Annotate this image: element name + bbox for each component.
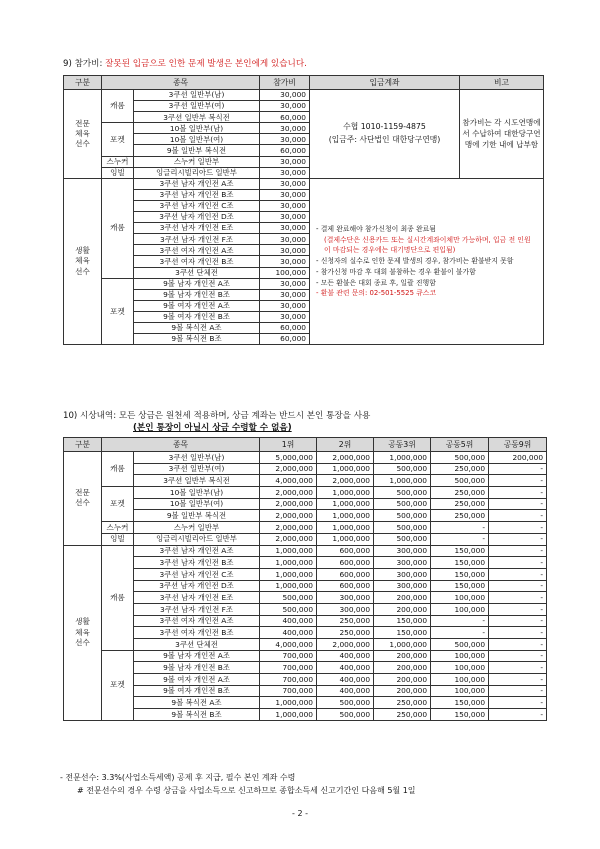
prize-amount-p5: 500,000 (431, 639, 489, 651)
fee-event: 3쿠션 단체전 (134, 267, 260, 278)
prize-amount-p1: 1,000,000 (260, 568, 317, 580)
fee-amount: 30,000 (260, 101, 310, 112)
prize-amount-p2: 600,000 (317, 580, 374, 592)
fee-remark: 참가비는 각 시도연맹에서 수납하여 대한당구연맹에 기한 내에 납부함 (460, 90, 544, 179)
prize-pro-sub-english: 잉빌 (102, 533, 134, 545)
prize-amount-p3: 200,000 (374, 650, 431, 662)
fee-header-fee: 참가비 (260, 76, 310, 90)
fee-amount: 60,000 (260, 322, 310, 333)
prize-amount-p5: 100,000 (431, 662, 489, 674)
prize-amount-p1: 400,000 (260, 627, 317, 639)
prize-amount-p9: 200,000 (489, 452, 547, 464)
prize-amount-p3: 250,000 (374, 709, 431, 721)
prize-table (63, 437, 547, 721)
fee-event: 10볼 일반부(남) (134, 123, 260, 134)
prize-amount-p1: 2,000,000 (260, 487, 317, 499)
prize-amount-p5: 150,000 (431, 580, 489, 592)
prize-event: 3쿠션 여자 개인전 A조 (134, 615, 260, 627)
prize-amount-p1: 2,000,000 (260, 498, 317, 510)
prize-amount-p2: 400,000 (317, 650, 374, 662)
bank-account-number: 수협 1010-1159-4875 (343, 122, 426, 132)
section-9-warning: 잘못된 입금으로 인한 문제 발생은 본인에게 있습니다. (105, 59, 307, 69)
prize-header-1st: 1위 (260, 438, 317, 452)
table-row (64, 615, 547, 627)
prize-event: 3쿠션 남자 개인전 C조 (134, 568, 260, 580)
prize-amount-p2: 600,000 (317, 568, 374, 580)
prize-amount-p1: 2,000,000 (260, 533, 317, 545)
prize-amount-p3: 200,000 (374, 662, 431, 674)
prize-amount-p3: 200,000 (374, 674, 431, 686)
table-row (64, 557, 547, 569)
bank-account-holder: (입금주: 사단법인 대한당구연맹) (328, 134, 441, 144)
prize-amount-p1: 2,000,000 (260, 522, 317, 534)
prize-amount-p2: 400,000 (317, 674, 374, 686)
prize-life-group: 생활 체육 선수 (64, 545, 102, 720)
prize-amount-p3: 500,000 (374, 510, 431, 522)
prize-header-event: 종목 (102, 438, 260, 452)
fee-event: 3쿠션 여자 개인전 B조 (134, 256, 260, 267)
fee-amount: 30,000 (260, 245, 310, 256)
fee-table-header (64, 76, 544, 90)
fee-event: 10볼 일반부(여) (134, 134, 260, 145)
prize-amount-p5: - (431, 522, 489, 534)
prize-amount-p5: 500,000 (431, 452, 489, 464)
prize-amount-p2: 1,000,000 (317, 510, 374, 522)
fee-amount: 30,000 (260, 156, 310, 167)
prize-amount-p2: 300,000 (317, 603, 374, 615)
fee-pro-sub-carom: 캐롬 (102, 90, 134, 123)
prize-amount-p2: 250,000 (317, 627, 374, 639)
table-row (64, 603, 547, 615)
prize-amount-p3: 300,000 (374, 545, 431, 557)
prize-amount-p3: 500,000 (374, 463, 431, 475)
prize-amount-p5: 150,000 (431, 568, 489, 580)
refund-note-5: - 모든 환불은 대회 종료 후, 일괄 진행함 (316, 278, 436, 287)
prize-amount-p5: - (431, 627, 489, 639)
prize-amount-p9: - (489, 650, 547, 662)
table-row (64, 674, 547, 686)
prize-amount-p1: 400,000 (260, 615, 317, 627)
prize-amount-p2: 300,000 (317, 592, 374, 604)
prize-event: 9볼 여자 개인전 A조 (134, 674, 260, 686)
prize-amount-p2: 2,000,000 (317, 452, 374, 464)
table-row (64, 475, 547, 487)
refund-note-4: - 참가신청 마감 후 대회 불참하는 경우 환불이 불가함 (316, 267, 476, 276)
prize-amount-p2: 1,000,000 (317, 498, 374, 510)
prize-amount-p5: 100,000 (431, 603, 489, 615)
prize-event: 3쿠션 여자 개인전 B조 (134, 627, 260, 639)
prize-amount-p1: 4,000,000 (260, 475, 317, 487)
prize-amount-p9: - (489, 557, 547, 569)
prize-amount-p1: 700,000 (260, 685, 317, 697)
prize-amount-p5: 150,000 (431, 545, 489, 557)
fee-header-account: 입금계좌 (310, 76, 460, 90)
prize-amount-p2: 500,000 (317, 709, 374, 721)
prize-amount-p2: 600,000 (317, 557, 374, 569)
tax-footnote: - 전문선수: 3.3%(사업소득세액) 공제 후 지급, 필수 본인 계좌 수령 (60, 773, 296, 782)
refund-note-2: (결제수단은 신용카드 또는 실시간계좌이체만 가능하며, 입금 전 인원이 마감되는 경우에는 대기명단으로 편입됨) (324, 235, 531, 255)
prize-amount-p9: - (489, 592, 547, 604)
fee-header-event: 종목 (102, 76, 260, 90)
section-10-warning: (본인 통장이 아닐시 상금 수령할 수 없음) (133, 423, 292, 433)
fee-amount: 30,000 (260, 90, 310, 101)
table-row (64, 463, 547, 475)
prize-amount-p2: 400,000 (317, 685, 374, 697)
prize-amount-p1: 500,000 (260, 603, 317, 615)
fee-event: 3쿠션 남자 개인전 A조 (134, 178, 260, 189)
prize-amount-p3: 150,000 (374, 615, 431, 627)
prize-amount-p9: - (489, 603, 547, 615)
prize-amount-p5: 150,000 (431, 697, 489, 709)
refund-notes (310, 178, 544, 344)
fee-event: 3쿠션 남자 개인전 E조 (134, 223, 260, 234)
fee-amount: 60,000 (260, 334, 310, 345)
prize-amount-p3: 500,000 (374, 498, 431, 510)
prize-amount-p1: 5,000,000 (260, 452, 317, 464)
prize-pro-sub-carom: 캐롬 (102, 452, 134, 487)
prize-amount-p2: 500,000 (317, 697, 374, 709)
prize-amount-p9: - (489, 545, 547, 557)
prize-event: 3쿠션 일반부(남) (134, 452, 260, 464)
fee-pro-sub-english: 잉빌 (102, 167, 134, 178)
fee-pro-sub-snooker: 스누커 (102, 156, 134, 167)
prize-amount-p1: 1,000,000 (260, 557, 317, 569)
prize-event: 3쿠션 남자 개인전 D조 (134, 580, 260, 592)
table-row (64, 533, 547, 545)
prize-amount-p9: - (489, 475, 547, 487)
table-row (64, 639, 547, 651)
prize-event: 3쿠션 남자 개인전 F조 (134, 603, 260, 615)
fee-account-cell (310, 90, 460, 179)
prize-amount-p1: 1,000,000 (260, 545, 317, 557)
prize-amount-p9: - (489, 709, 547, 721)
prize-event: 3쿠션 일반부 복식전 (134, 475, 260, 487)
prize-event: 3쿠션 일반부(여) (134, 463, 260, 475)
prize-amount-p5: - (431, 615, 489, 627)
prize-amount-p2: 1,000,000 (317, 487, 374, 499)
fee-amount: 100,000 (260, 267, 310, 278)
refund-note-1: - 결제 완료해야 참가신청이 최종 완료됨 (316, 224, 436, 233)
prize-header-5th: 공동5위 (431, 438, 489, 452)
fee-event: 3쿠션 남자 개인전 C조 (134, 200, 260, 211)
fee-amount: 30,000 (260, 223, 310, 234)
prize-amount-p5: 100,000 (431, 592, 489, 604)
prize-event: 3쿠션 단체전 (134, 639, 260, 651)
fee-event: 9볼 복식전 B조 (134, 334, 260, 345)
prize-amount-p2: 2,000,000 (317, 475, 374, 487)
fee-event: 잉글리시빌리아드 일반부 (134, 167, 260, 178)
prize-amount-p1: 700,000 (260, 662, 317, 674)
fee-amount: 30,000 (260, 134, 310, 145)
fee-amount: 30,000 (260, 278, 310, 289)
fee-event: 9볼 여자 개인전 B조 (134, 311, 260, 322)
prize-event: 잉글리시빌리아드 일반부 (134, 533, 260, 545)
prize-header-3rd: 공동3위 (374, 438, 431, 452)
table-row (64, 627, 547, 639)
fee-header-remark: 비고 (460, 76, 544, 90)
prize-amount-p9: - (489, 580, 547, 592)
prize-event: 9볼 복식전 A조 (134, 697, 260, 709)
prize-header-div: 구분 (64, 438, 102, 452)
prize-amount-p2: 600,000 (317, 545, 374, 557)
section-9-heading (63, 57, 307, 69)
table-row (64, 498, 547, 510)
fee-event: 3쿠션 남자 개인전 B조 (134, 189, 260, 200)
prize-amount-p3: 1,000,000 (374, 452, 431, 464)
table-row (64, 580, 547, 592)
section-9-label: 참가비: (74, 59, 103, 69)
fee-amount: 60,000 (260, 145, 310, 156)
table-row (64, 487, 547, 499)
prize-amount-p9: - (489, 487, 547, 499)
prize-amount-p5: 100,000 (431, 650, 489, 662)
prize-amount-p9: - (489, 697, 547, 709)
fee-event: 스누커 일반부 (134, 156, 260, 167)
prize-amount-p3: 300,000 (374, 557, 431, 569)
fee-life-sub-pocket: 포켓 (102, 278, 134, 345)
fee-amount: 30,000 (260, 167, 310, 178)
table-row (64, 522, 547, 534)
prize-amount-p9: - (489, 533, 547, 545)
prize-event: 10볼 일반부(남) (134, 487, 260, 499)
prize-amount-p3: 300,000 (374, 580, 431, 592)
prize-amount-p2: 250,000 (317, 615, 374, 627)
fee-event: 3쿠션 일반부 복식전 (134, 112, 260, 123)
income-footnote: # 전문선수의 경우 수령 상금을 사업소득으로 신고하므로 종합소득세 신고기간인 다음해 5월 1일 (77, 786, 416, 795)
prize-amount-p5: 150,000 (431, 557, 489, 569)
prize-amount-p3: 1,000,000 (374, 475, 431, 487)
prize-amount-p3: 250,000 (374, 697, 431, 709)
fee-life-group: 생활 체육 선수 (64, 178, 102, 344)
prize-table-header (64, 438, 547, 452)
table-row (64, 178, 544, 189)
prize-amount-p5: 250,000 (431, 498, 489, 510)
prize-pro-sub-pocket: 포켓 (102, 487, 134, 522)
table-row (64, 545, 547, 557)
fee-pro-sub-pocket: 포켓 (102, 123, 134, 156)
fee-amount: 30,000 (260, 311, 310, 322)
fee-amount: 30,000 (260, 256, 310, 267)
prize-event: 9볼 복식전 B조 (134, 709, 260, 721)
prize-amount-p1: 500,000 (260, 592, 317, 604)
fee-event: 3쿠션 일반부(남) (134, 90, 260, 101)
fee-pro-group: 전문 체육 선수 (64, 90, 102, 179)
prize-amount-p2: 400,000 (317, 662, 374, 674)
fee-event: 3쿠션 여자 개인전 A조 (134, 245, 260, 256)
prize-amount-p5: 100,000 (431, 685, 489, 697)
prize-event: 10볼 일반부(여) (134, 498, 260, 510)
fee-table (63, 75, 544, 345)
table-row (64, 510, 547, 522)
prize-pro-group: 전문 선수 (64, 452, 102, 546)
table-row (64, 650, 547, 662)
prize-amount-p3: 200,000 (374, 685, 431, 697)
prize-amount-p9: - (489, 522, 547, 534)
prize-amount-p3: 500,000 (374, 487, 431, 499)
prize-header-9th: 공동9위 (489, 438, 547, 452)
fee-event: 3쿠션 남자 개인전 D조 (134, 212, 260, 223)
prize-amount-p9: - (489, 463, 547, 475)
prize-amount-p1: 2,000,000 (260, 463, 317, 475)
prize-amount-p3: 200,000 (374, 592, 431, 604)
prize-event: 3쿠션 남자 개인전 E조 (134, 592, 260, 604)
refund-note-3: - 신청자의 실수로 인한 문제 발생의 경우, 참가비는 환불받지 못함 (316, 257, 514, 266)
fee-amount: 30,000 (260, 234, 310, 245)
page-number: - 2 - (292, 809, 308, 818)
table-row (64, 697, 547, 709)
prize-event: 9볼 일반부 복식전 (134, 510, 260, 522)
fee-event: 3쿠션 일반부(여) (134, 101, 260, 112)
section-10-heading: 10) 시상내역: 모든 상금은 원천세 적용하며, 상금 계좌는 반드시 본인 통장을 사용 (63, 411, 371, 421)
prize-event: 9볼 여자 개인전 B조 (134, 685, 260, 697)
prize-amount-p9: - (489, 568, 547, 580)
prize-amount-p3: 200,000 (374, 603, 431, 615)
prize-amount-p1: 700,000 (260, 674, 317, 686)
fee-event: 9볼 일반부 복식전 (134, 145, 260, 156)
prize-amount-p5: 250,000 (431, 510, 489, 522)
prize-life-sub-carom: 캐롬 (102, 545, 134, 650)
prize-amount-p9: - (489, 510, 547, 522)
fee-event: 9볼 남자 개인전 B조 (134, 289, 260, 300)
prize-event: 9볼 남자 개인전 A조 (134, 650, 260, 662)
prize-life-sub-pocket: 포켓 (102, 650, 134, 720)
fee-header-div: 구분 (64, 76, 102, 90)
table-row (64, 452, 547, 464)
fee-amount: 30,000 (260, 212, 310, 223)
prize-amount-p3: 500,000 (374, 533, 431, 545)
table-row (64, 685, 547, 697)
prize-amount-p9: - (489, 639, 547, 651)
prize-amount-p5: - (431, 533, 489, 545)
prize-amount-p1: 4,000,000 (260, 639, 317, 651)
prize-amount-p3: 150,000 (374, 627, 431, 639)
prize-amount-p1: 1,000,000 (260, 697, 317, 709)
section-9-number: 9) (63, 59, 72, 69)
fee-amount: 60,000 (260, 112, 310, 123)
prize-amount-p5: 250,000 (431, 463, 489, 475)
prize-amount-p2: 1,000,000 (317, 463, 374, 475)
fee-amount: 30,000 (260, 178, 310, 189)
table-row (64, 662, 547, 674)
fee-amount: 30,000 (260, 300, 310, 311)
prize-event: 3쿠션 남자 개인전 B조 (134, 557, 260, 569)
prize-amount-p9: - (489, 662, 547, 674)
prize-amount-p2: 1,000,000 (317, 522, 374, 534)
prize-amount-p1: 700,000 (260, 650, 317, 662)
table-row (64, 90, 544, 101)
prize-amount-p9: - (489, 627, 547, 639)
table-row (64, 592, 547, 604)
fee-amount: 30,000 (260, 200, 310, 211)
prize-event: 스누커 일반부 (134, 522, 260, 534)
fee-event: 9볼 남자 개인전 A조 (134, 278, 260, 289)
fee-event: 9볼 복식전 A조 (134, 322, 260, 333)
prize-amount-p3: 1,000,000 (374, 639, 431, 651)
fee-amount: 30,000 (260, 289, 310, 300)
prize-amount-p2: 2,000,000 (317, 639, 374, 651)
prize-event: 3쿠션 남자 개인전 A조 (134, 545, 260, 557)
prize-amount-p1: 1,000,000 (260, 580, 317, 592)
fee-life-sub-carom: 캐롬 (102, 178, 134, 278)
prize-event: 9볼 남자 개인전 B조 (134, 662, 260, 674)
prize-amount-p5: 100,000 (431, 674, 489, 686)
prize-amount-p5: 500,000 (431, 475, 489, 487)
refund-note-6: - 환불 관련 문의: 02-501-5525 큐스코 (316, 289, 437, 298)
prize-amount-p2: 1,000,000 (317, 533, 374, 545)
prize-amount-p1: 1,000,000 (260, 709, 317, 721)
prize-amount-p9: - (489, 674, 547, 686)
prize-amount-p3: 500,000 (374, 522, 431, 534)
fee-amount: 30,000 (260, 123, 310, 134)
prize-amount-p3: 300,000 (374, 568, 431, 580)
prize-amount-p9: - (489, 685, 547, 697)
prize-amount-p5: 250,000 (431, 487, 489, 499)
table-row (64, 709, 547, 721)
prize-amount-p9: - (489, 615, 547, 627)
fee-event: 9볼 여자 개인전 A조 (134, 300, 260, 311)
prize-pro-sub-snooker: 스누커 (102, 522, 134, 534)
fee-amount: 30,000 (260, 189, 310, 200)
prize-amount-p1: 2,000,000 (260, 510, 317, 522)
prize-amount-p5: 150,000 (431, 709, 489, 721)
prize-header-2nd: 2위 (317, 438, 374, 452)
prize-amount-p9: - (489, 498, 547, 510)
fee-event: 3쿠션 남자 개인전 F조 (134, 234, 260, 245)
table-row (64, 568, 547, 580)
